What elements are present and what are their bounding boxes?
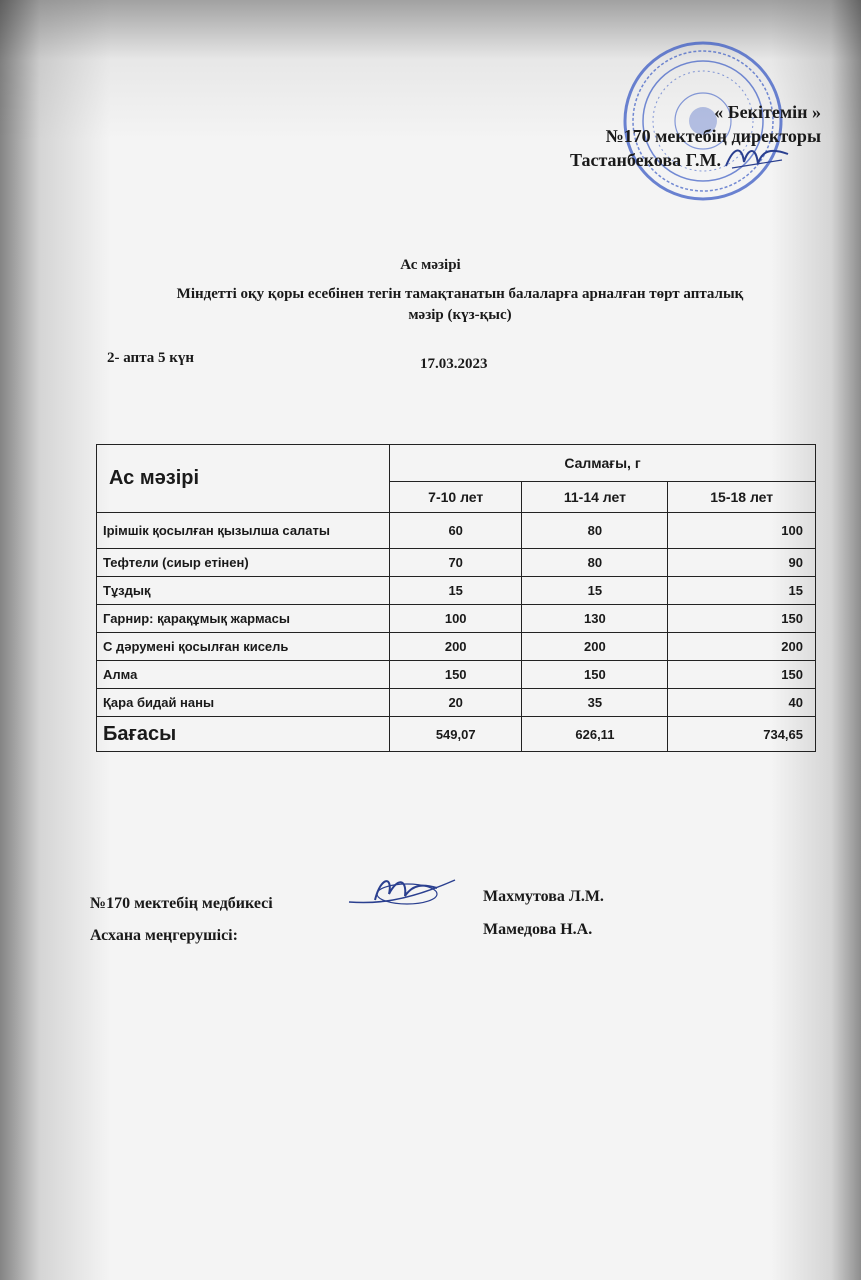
table-row [97, 513, 816, 549]
weight-7-10: 100 [390, 605, 522, 633]
total-15-18: 734,65 [668, 717, 816, 752]
weight-11-14: 80 [522, 549, 668, 577]
total-7-10: 549,07 [390, 717, 522, 752]
week-day: 2- апта 5 күн [107, 350, 195, 366]
table-row [97, 689, 816, 717]
weight-7-10: 20 [390, 689, 522, 717]
menu-table [96, 444, 816, 752]
weight-11-14: 200 [522, 633, 668, 661]
weight-15-18: 40 [668, 689, 816, 717]
weight-15-18: 15 [668, 577, 816, 605]
weight-15-18: 100 [668, 513, 816, 549]
dish-name: Алма [97, 661, 390, 689]
weight-11-14: 15 [522, 577, 668, 605]
approval-title: « Бекітемін » [714, 102, 821, 122]
table-row [97, 549, 816, 577]
weight-15-18: 200 [668, 633, 816, 661]
menu-subtitle [100, 284, 820, 326]
nurse-label: №170 мектебің медбикесі [90, 895, 273, 912]
dish-name: Қара бидай наны [97, 689, 390, 717]
header-menu: Ас мәзірі [97, 445, 390, 513]
dish-name: Тефтели (сиыр етінен) [97, 549, 390, 577]
table-row [97, 661, 816, 689]
weight-11-14: 150 [522, 661, 668, 689]
dish-name: Гарнир: қарақұмық жармасы [97, 605, 390, 633]
weight-11-14: 130 [522, 605, 668, 633]
table-row [97, 633, 816, 661]
total-row [97, 717, 816, 752]
menu-title: Ас мәзірі [400, 257, 461, 273]
age-group-1: 7-10 лет [390, 482, 522, 513]
subtitle-line-1: Міндетті оқу қоры есебінен тегін тамақтанатын балаларға арналған төрт апталық [176, 286, 744, 302]
dish-name: Ірімшік қосылған қызылша салаты [97, 513, 390, 549]
weight-11-14: 35 [522, 689, 668, 717]
weight-15-18: 150 [668, 605, 816, 633]
total-11-14: 626,11 [522, 717, 668, 752]
weight-7-10: 150 [390, 661, 522, 689]
table-row [97, 577, 816, 605]
dish-name: С дәрумені қосылған кисель [97, 633, 390, 661]
kitchen-manager-name: Мамедова Н.А. [483, 921, 593, 938]
total-label: Бағасы [97, 717, 390, 752]
menu-date: 17.03.2023 [420, 356, 488, 372]
nurse-name: Махмутова Л.М. [483, 888, 604, 905]
weight-15-18: 150 [668, 661, 816, 689]
weight-11-14: 80 [522, 513, 668, 549]
dish-name: Тұздық [97, 577, 390, 605]
director-signature [722, 140, 792, 174]
header-weight: Салмағы, г [390, 445, 816, 482]
nurse-signature [345, 872, 460, 912]
weight-7-10: 15 [390, 577, 522, 605]
subtitle-line-2: мәзір (күз-қыс) [408, 307, 512, 323]
table-row [97, 605, 816, 633]
age-group-3: 15-18 лет [668, 482, 816, 513]
kitchen-manager-label: Асхана меңгерушісі: [90, 927, 238, 944]
approval-director-name: Тастанбекова Г.М. [569, 150, 721, 170]
approval-position: №170 мектебің директоры [605, 126, 821, 146]
age-group-2: 11-14 лет [522, 482, 668, 513]
weight-7-10: 70 [390, 549, 522, 577]
weight-15-18: 90 [668, 549, 816, 577]
weight-7-10: 60 [390, 513, 522, 549]
weight-7-10: 200 [390, 633, 522, 661]
